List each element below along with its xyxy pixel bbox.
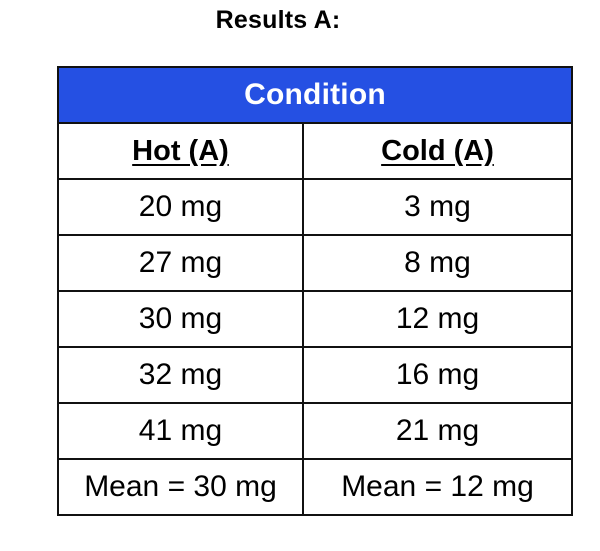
cold-value-cell: 12 mg — [303, 291, 572, 347]
table-row — [58, 235, 572, 291]
cold-value-cell: 3 mg — [303, 179, 572, 235]
results-table — [57, 66, 573, 516]
column-header-row — [58, 123, 572, 179]
cold-value-cell: 16 mg — [303, 347, 572, 403]
cold-mean-cell: Mean = 12 mg — [303, 459, 572, 515]
condition-header-row — [58, 67, 572, 123]
table-row — [58, 347, 572, 403]
hot-value-cell: 41 mg — [58, 403, 303, 459]
page-title: Results A: — [215, 6, 341, 34]
mean-row — [58, 459, 572, 515]
hot-value-cell: 20 mg — [58, 179, 303, 235]
hot-value-cell: 30 mg — [58, 291, 303, 347]
hot-value-cell: 32 mg — [58, 347, 303, 403]
table-row — [58, 403, 572, 459]
condition-header: Condition — [58, 67, 572, 123]
column-header-hot: Hot (A) — [58, 123, 303, 179]
hot-value-cell: 27 mg — [58, 235, 303, 291]
cold-value-cell: 8 mg — [303, 235, 572, 291]
cold-value-cell: 21 mg — [303, 403, 572, 459]
column-header-cold: Cold (A) — [303, 123, 572, 179]
table-row — [58, 291, 572, 347]
table-row — [58, 179, 572, 235]
hot-mean-cell: Mean = 30 mg — [58, 459, 303, 515]
